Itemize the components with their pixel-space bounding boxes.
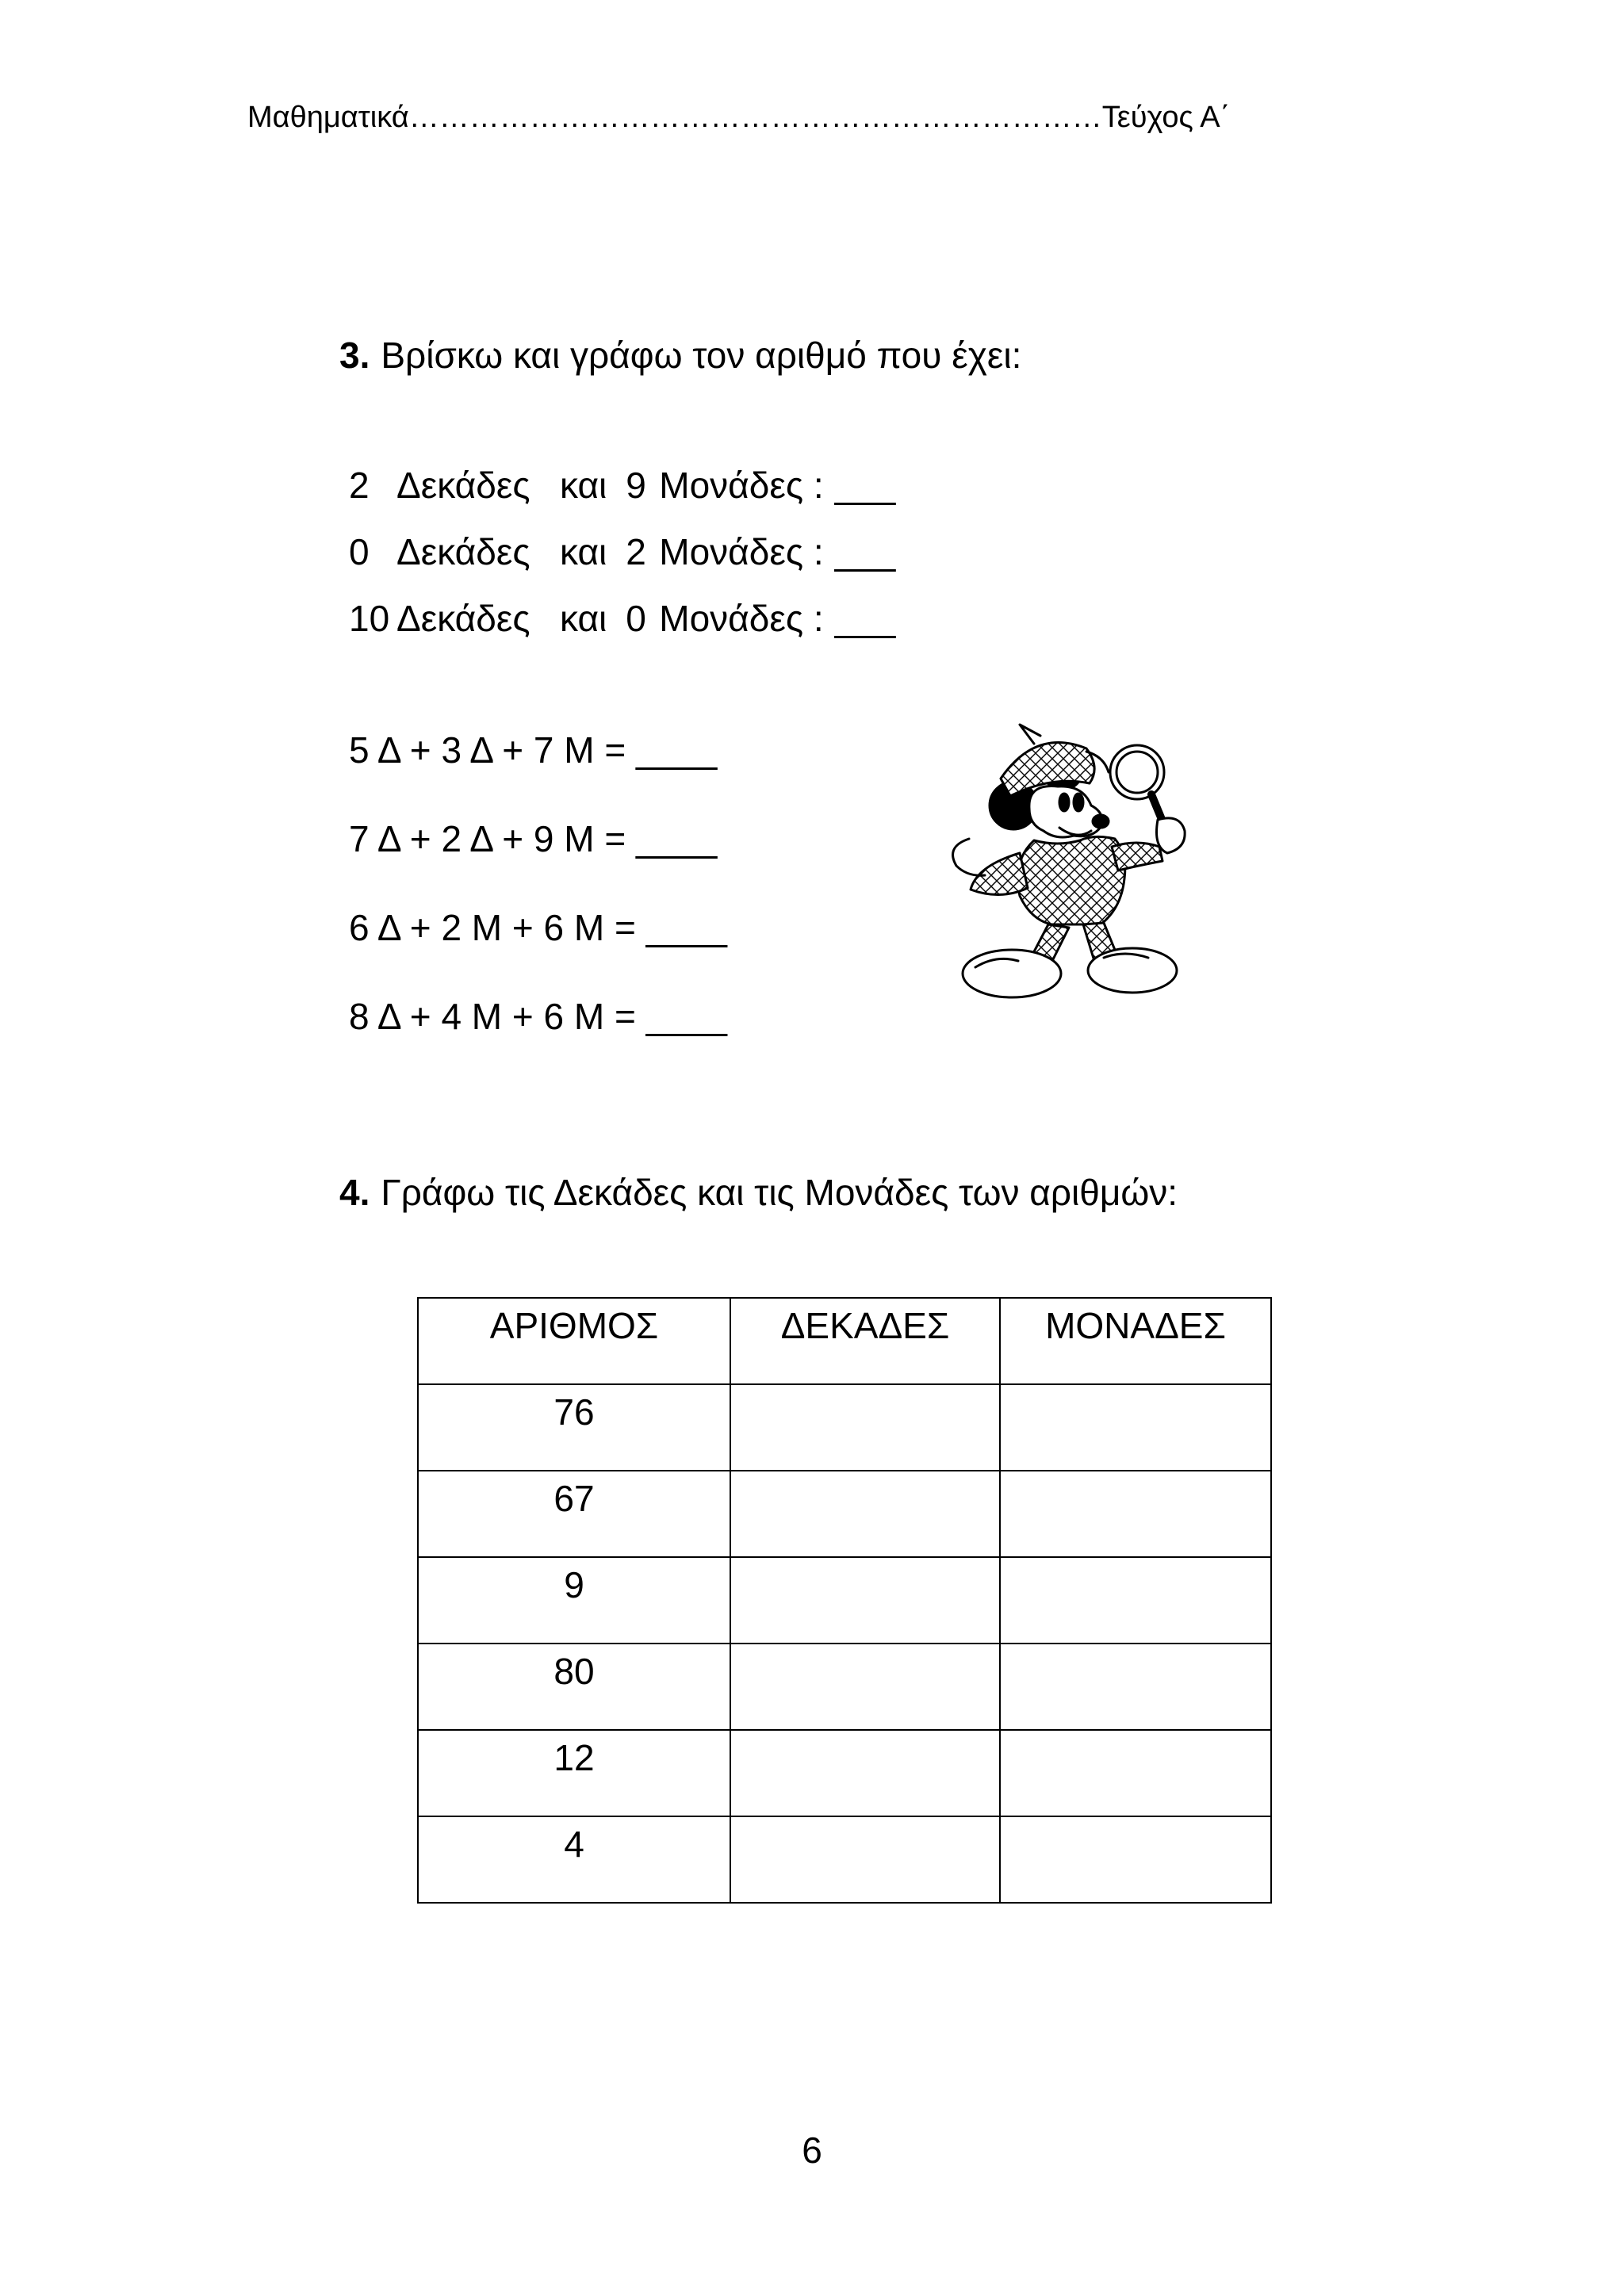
units-answer-cell[interactable]: [1000, 1384, 1271, 1471]
tens-units-row: [349, 530, 895, 574]
place-value-table: [417, 1297, 1272, 1904]
units-value: 0: [626, 598, 646, 639]
column-header: ΜΟΝΑΔΕΣ: [1000, 1298, 1271, 1384]
exercise-3-instruction: Βρίσκω και γράφω τον αριθμό που έχει:: [381, 335, 1022, 376]
exercise-4-title: [339, 1170, 1178, 1215]
number-cell: 67: [418, 1471, 730, 1557]
tens-answer-cell[interactable]: [730, 1471, 1000, 1557]
units-value: 9: [626, 465, 646, 506]
equation-row[interactable]: 7 Δ + 2 Δ + 9 Μ = ____: [349, 818, 718, 859]
number-cell: 76: [418, 1384, 730, 1471]
tens-word: Δεκάδες: [396, 598, 530, 639]
number-cell: 12: [418, 1730, 730, 1816]
answer-blank[interactable]: ___: [834, 531, 896, 572]
tens-word: Δεκάδες: [396, 465, 530, 506]
exercise-3-title: [339, 333, 1021, 377]
tens-value: 0: [349, 531, 370, 572]
tens-value: 2: [349, 465, 370, 506]
exercise-4-instruction: Γράφω τις Δεκάδες και τις Μονάδες των αριθμών:: [381, 1172, 1178, 1213]
table-row: [418, 1644, 1271, 1730]
tens-answer-cell[interactable]: [730, 1557, 1000, 1644]
page-header: Μαθηματικά……………………………………………………………Τεύχος Α΄: [247, 101, 1231, 134]
tens-units-row: [349, 596, 895, 641]
tens-units-row: [349, 463, 895, 507]
tens-answer-cell[interactable]: [730, 1816, 1000, 1903]
equation-row[interactable]: 8 Δ + 4 Μ + 6 Μ = ____: [349, 996, 727, 1037]
answer-blank[interactable]: ___: [834, 598, 896, 639]
tens-word: Δεκάδες: [396, 531, 530, 572]
column-header: ΔΕΚΑΔΕΣ: [730, 1298, 1000, 1384]
table-header-row: [418, 1298, 1271, 1384]
column-header: ΑΡΙΘΜΟΣ: [418, 1298, 730, 1384]
units-value: 2: [626, 531, 646, 572]
exercise-4-number: 4.: [339, 1172, 370, 1213]
units-word: Μονάδες :: [659, 598, 824, 639]
number-cell: 80: [418, 1644, 730, 1730]
units-answer-cell[interactable]: [1000, 1557, 1271, 1644]
units-answer-cell[interactable]: [1000, 1471, 1271, 1557]
detective-mouse-icon: [925, 720, 1207, 1005]
tens-answer-cell[interactable]: [730, 1730, 1000, 1816]
and-word: και: [560, 531, 607, 572]
table-row: [418, 1471, 1271, 1557]
answer-blank[interactable]: ___: [834, 465, 896, 506]
units-word: Μονάδες :: [659, 531, 824, 572]
tens-answer-cell[interactable]: [730, 1644, 1000, 1730]
number-cell: 4: [418, 1816, 730, 1903]
units-answer-cell[interactable]: [1000, 1644, 1271, 1730]
page-number: 6: [802, 2130, 822, 2171]
units-answer-cell[interactable]: [1000, 1730, 1271, 1816]
table-row: [418, 1730, 1271, 1816]
equation-row[interactable]: 6 Δ + 2 Μ + 6 Μ = ____: [349, 907, 727, 948]
and-word: και: [560, 598, 607, 639]
number-cell: 9: [418, 1557, 730, 1644]
and-word: και: [560, 465, 607, 506]
table-row: [418, 1557, 1271, 1644]
units-word: Μονάδες :: [659, 465, 824, 506]
table-row: [418, 1384, 1271, 1471]
units-answer-cell[interactable]: [1000, 1816, 1271, 1903]
table-row: [418, 1816, 1271, 1903]
tens-answer-cell[interactable]: [730, 1384, 1000, 1471]
equation-row[interactable]: 5 Δ + 3 Δ + 7 Μ = ____: [349, 729, 718, 771]
exercise-3-number: 3.: [339, 335, 370, 376]
tens-value: 10: [349, 598, 390, 639]
